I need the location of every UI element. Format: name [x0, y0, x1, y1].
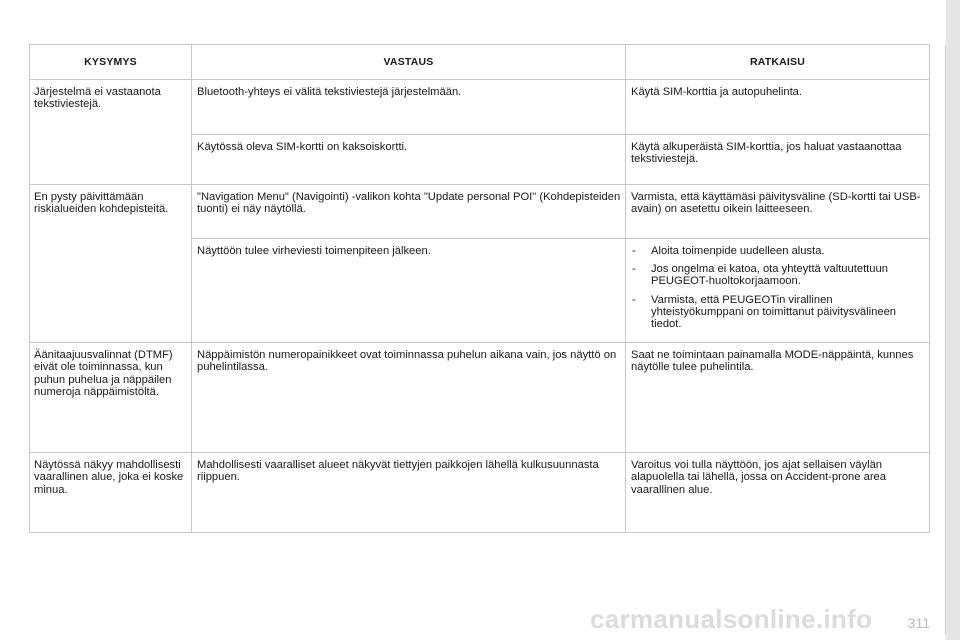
table-row [30, 343, 930, 453]
header-question: KYSYMYS [30, 45, 192, 80]
table-row [30, 80, 930, 135]
answer-cell: Käytössä oleva SIM-kortti on kaksoiskortti. [192, 135, 626, 185]
solution-cell: Käytä SIM-korttia ja autopuhelinta. [626, 80, 930, 135]
watermark: carmanualsonline.info [590, 604, 873, 634]
question-cell: Äänitaajuusvalinnat (DTMF) eivät ole toiminnassa, kun puhun puhelua ja näppäilen numeroja näppäimistöltä. [30, 343, 192, 453]
troubleshooting-table [29, 44, 930, 533]
solution-cell: Varoitus voi tulla näyttöön, jos ajat sellaisen väylän alapuolella tai lähellä, jossa on Accident-prone area vaarallinen alue. [626, 453, 930, 533]
answer-cell: Bluetooth-yhteys ei välitä tekstiviestejä järjestelmään. [192, 80, 626, 135]
page-side-strip [946, 0, 960, 640]
table-row [30, 453, 930, 533]
list-item: - Jos ongelma ei katoa, ota yhteyttä valtuutettuun PEUGEOT-huoltokorjaamoon. [632, 263, 888, 288]
question-cell: En pysty päivittämään riskialueiden kohdepisteitä. [30, 185, 192, 343]
header-solution: RATKAISU [626, 45, 930, 80]
list-item: - Aloita toimenpide uudelleen alusta. [632, 245, 825, 257]
table-row [30, 185, 930, 239]
solution-cell: Saat ne toimintaan painamalla MODE-näppäintä, kunnes näytölle tulee puhelintila. [626, 343, 930, 453]
page-number: 311 [907, 615, 930, 631]
solution-cell [626, 239, 930, 343]
answer-cell: Näyttöön tulee virheviesti toimenpiteen jälkeen. [192, 239, 626, 343]
list-dash: - [632, 245, 636, 257]
list-dash: - [632, 293, 636, 306]
answer-cell: Mahdollisesti vaaralliset alueet näkyvät tiettyjen paikkojen lähellä kulkusuunnasta riippuen. [192, 453, 626, 533]
solution-steps-list [631, 245, 925, 330]
answer-cell: "Navigation Menu" (Navigointi) -valikon kohta "Update personal POI" (Kohdepisteiden tuonti) ei näy näytöllä. [192, 185, 626, 239]
question-cell: Järjestelmä ei vastaanota tekstiviestejä. [30, 80, 192, 185]
list-dash: - [632, 263, 636, 276]
question-cell: Näytössä näkyy mahdollisesti vaarallinen alue, joka ei koske minua. [30, 453, 192, 533]
list-item: - Varmista, että PEUGEOTin virallinen yhteistyökumppani on toimittanut päivitysvälineen tiedot. [632, 293, 897, 331]
table-header-row [30, 45, 930, 80]
solution-cell: Varmista, että käyttämäsi päivitysväline (SD-kortti tai USB-avain) on asetettu oikein laitteeseen. [626, 185, 930, 239]
solution-cell: Käytä alkuperäistä SIM-korttia, jos haluat vastaanottaa tekstiviestejä. [626, 135, 930, 185]
answer-cell: Näppäimistön numeropainikkeet ovat toiminnassa puhelun aikana vain, jos näyttö on puhelintilassa. [192, 343, 626, 453]
header-answer: VASTAUS [192, 45, 626, 80]
